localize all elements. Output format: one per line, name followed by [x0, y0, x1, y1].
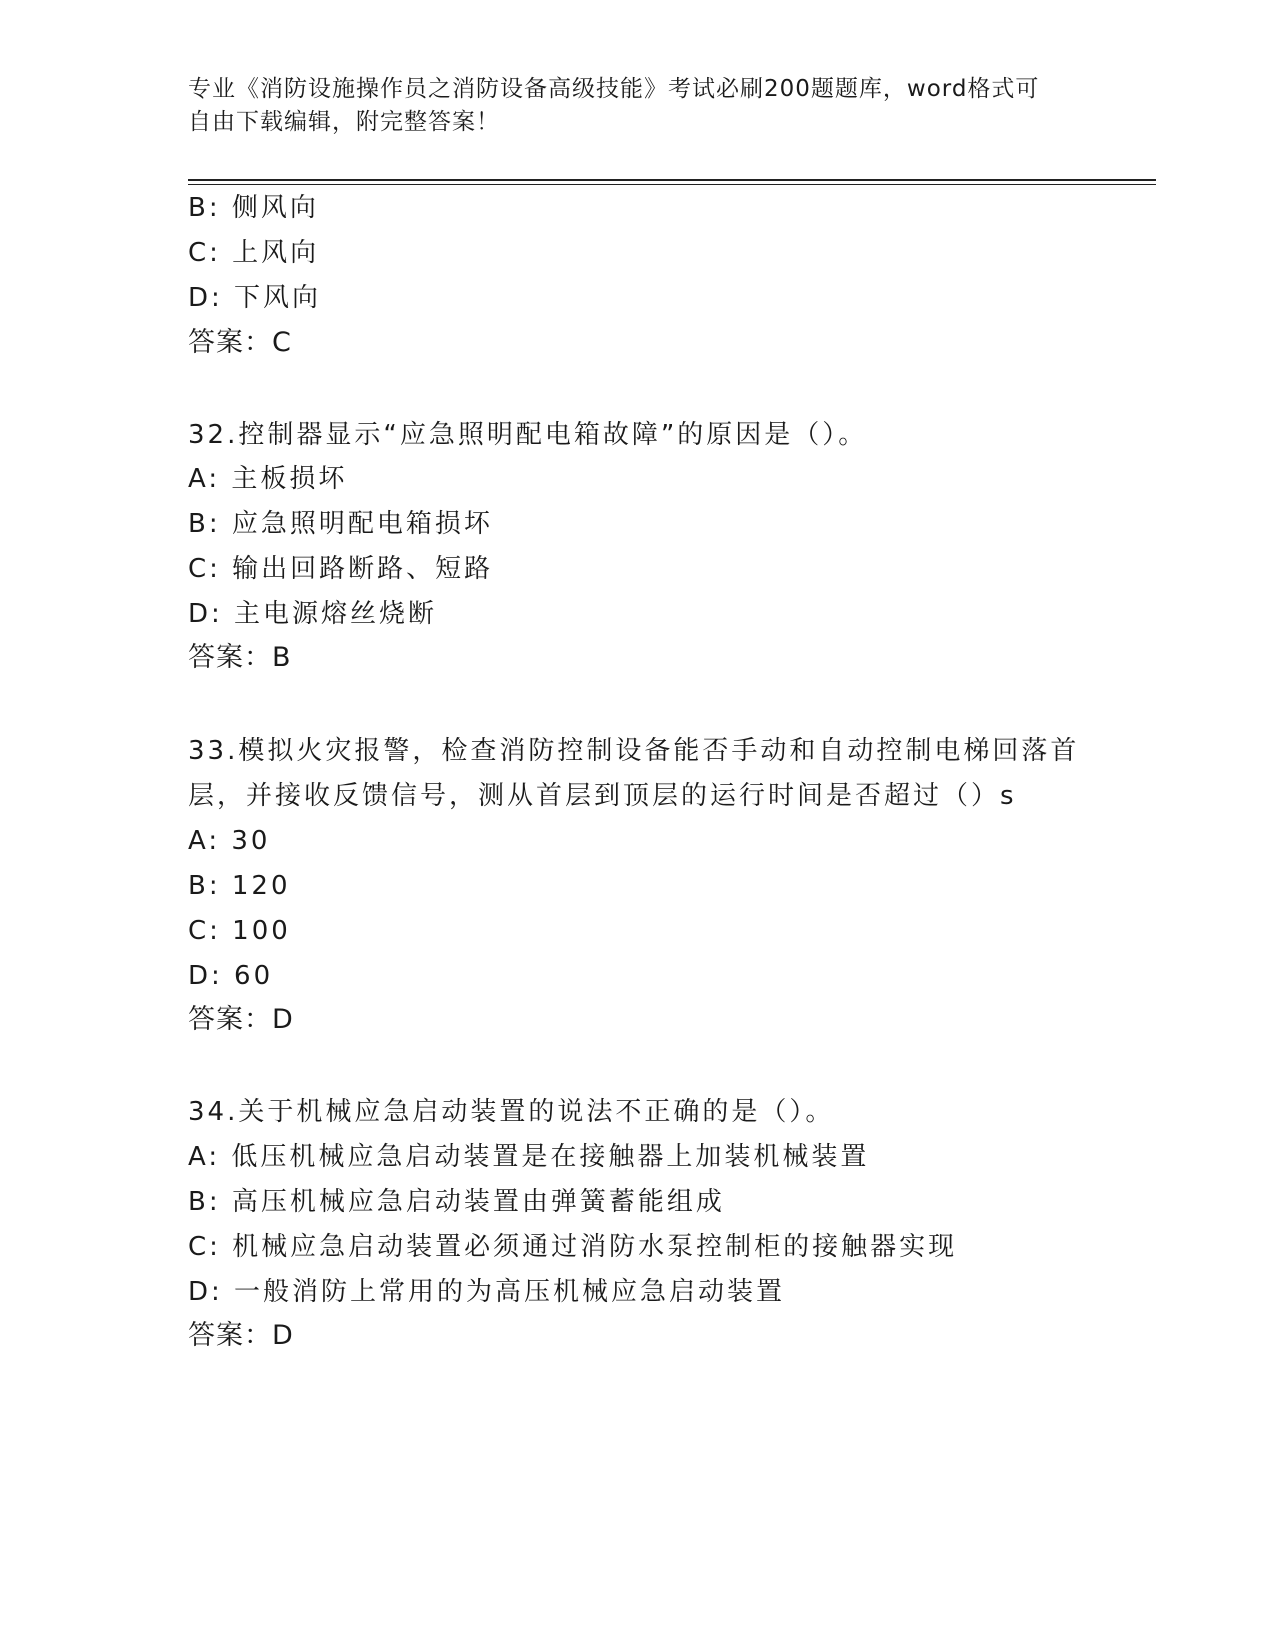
q34-option-c: C: 机械应急启动装置必须通过消防水泵控制柜的接触器实现	[188, 1232, 958, 1262]
document-header-title: 专业《消防设施操作员之消防设备高级技能》考试必刷200题题库，word格式可 自由下载编辑，附完整答案！	[188, 76, 1040, 135]
q32-option-d: D: 主电源熔丝烧断	[188, 599, 438, 629]
q34-answer: 答案：D	[188, 1320, 294, 1351]
q31-answer: 答案：C	[188, 327, 292, 358]
header-divider-thick	[188, 179, 1156, 181]
q32-option-c: C: 输出回路断路、短路	[188, 554, 494, 584]
q33-option-b: B: 120	[188, 871, 291, 901]
q32-option-b: B: 应急照明配电箱损坏	[188, 509, 493, 539]
q31-option-b: B: 侧风向	[188, 193, 319, 223]
q32-answer: 答案：B	[188, 642, 292, 673]
q32-question: 32.控制器显示“应急照明配电箱故障”的原因是（）。	[188, 420, 868, 450]
q34-option-a: A: 低压机械应急启动装置是在接触器上加装机械装置	[188, 1142, 870, 1172]
q32-option-a: A: 主板损坏	[188, 464, 348, 494]
q33-option-c: C: 100	[188, 916, 291, 946]
q31-option-c: C: 上风向	[188, 238, 320, 268]
q33-option-a: A: 30	[188, 826, 271, 856]
q33-question-line2: 层，并接收反馈信号，测从首层到顶层的运行时间是否超过（）s	[188, 781, 1017, 811]
q33-option-d: D: 60	[188, 961, 274, 991]
q33-question-line1: 33.模拟火灾报警，检查消防控制设备能否手动和自动控制电梯回落首	[188, 736, 1080, 766]
q31-option-d: D: 下风向	[188, 283, 322, 313]
q34-question: 34.关于机械应急启动装置的说法不正确的是（）。	[188, 1097, 835, 1127]
q33-answer: 答案：D	[188, 1004, 294, 1035]
q34-option-b: B: 高压机械应急启动装置由弹簧蓄能组成	[188, 1187, 725, 1217]
header-divider-thin	[188, 184, 1156, 185]
q34-option-d: D: 一般消防上常用的为高压机械应急启动装置	[188, 1277, 786, 1307]
